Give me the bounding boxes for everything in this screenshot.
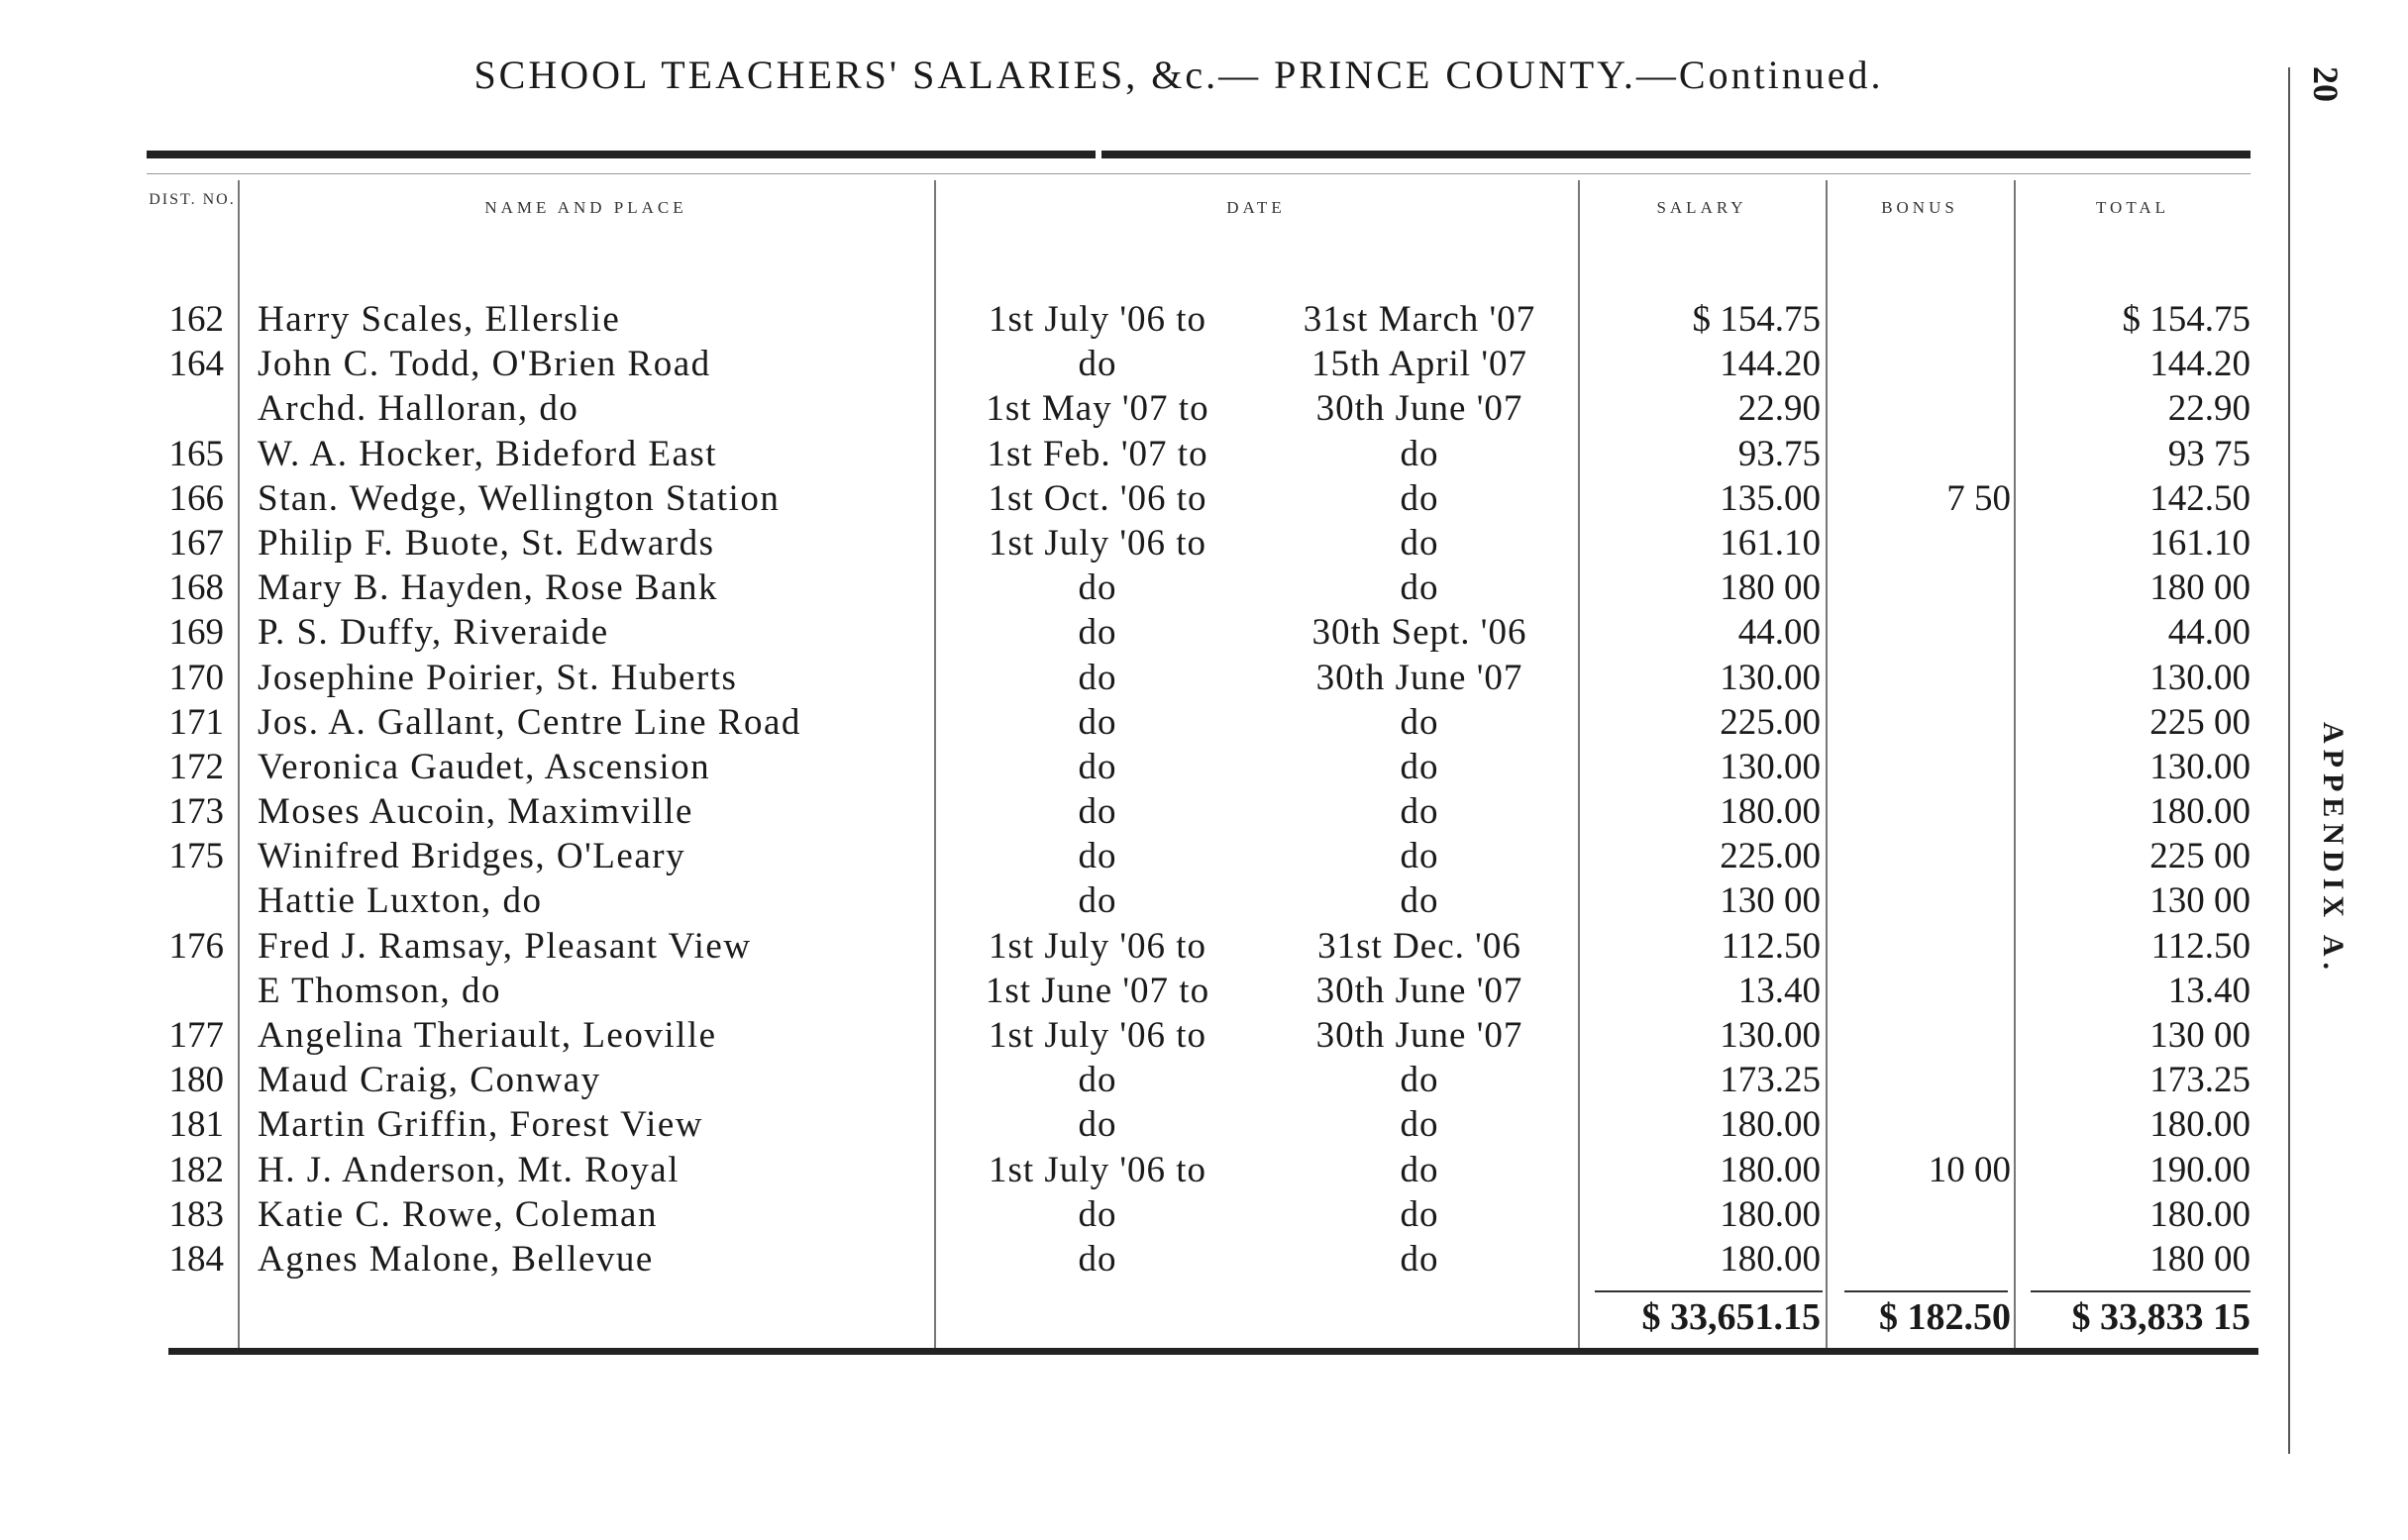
date-from-cell: do	[1078, 567, 1117, 609]
total-cell: 225 00	[2149, 701, 2251, 743]
table-row	[0, 1102, 2408, 1147]
salary-cell: 130 00	[1720, 880, 1821, 922]
header-total: TOTAL	[2095, 198, 2170, 217]
total-cell: 130 00	[2149, 880, 2251, 922]
salary-cell: 112.50	[1721, 925, 1821, 967]
name-place-cell: Josephine Poirier, St. Huberts	[258, 657, 738, 698]
total-cell: 130.00	[2149, 746, 2251, 787]
table-row	[0, 924, 2408, 969]
salary-total: $ 33,651.15	[1641, 1296, 1821, 1338]
header-salary: SALARY	[1656, 198, 1747, 217]
appendix-label: APPENDIX A.	[2317, 721, 2350, 975]
total-cell: 13.40	[2167, 970, 2251, 1011]
dist-no-cell: 182	[168, 1149, 224, 1190]
bonus-cell: 10 00	[1928, 1149, 2011, 1190]
date-from-cell: do	[1078, 836, 1117, 877]
name-place-cell: Archd. Halloran, do	[258, 388, 579, 430]
salary-cell: 44.00	[1737, 612, 1821, 654]
date-to-cell: do	[1400, 1104, 1439, 1146]
name-place-cell: Angelina Theriault, Leoville	[258, 1015, 717, 1056]
table-row	[0, 1192, 2408, 1237]
date-to-cell: do	[1400, 1060, 1439, 1101]
date-to-cell: do	[1400, 1193, 1439, 1235]
date-to-cell: do	[1400, 836, 1439, 877]
date-from-cell: do	[1078, 657, 1117, 698]
name-place-cell: Stan. Wedge, Wellington Station	[258, 477, 781, 519]
date-to-cell: 30th Sept. '06	[1311, 612, 1527, 654]
name-place-cell: Winifred Bridges, O'Leary	[258, 836, 686, 877]
total-cell: 173.25	[2149, 1060, 2251, 1101]
date-from-cell: do	[1078, 880, 1117, 922]
date-to-cell: do	[1400, 701, 1439, 743]
date-from-cell: do	[1078, 344, 1117, 385]
name-place-cell: Maud Craig, Conway	[258, 1060, 601, 1101]
date-to-cell: 30th June '07	[1315, 657, 1523, 698]
name-place-cell: E Thomson, do	[258, 970, 501, 1011]
date-from-cell: 1st July '06 to	[988, 299, 1207, 340]
name-place-cell: Agnes Malone, Bellevue	[258, 1238, 654, 1280]
total-cell: 190.00	[2149, 1149, 2251, 1190]
total-cell: 112.50	[2150, 925, 2251, 967]
date-to-cell: 30th June '07	[1315, 970, 1523, 1011]
dist-no-cell: 165	[168, 433, 224, 474]
date-from-cell: do	[1078, 701, 1117, 743]
date-from-cell: 1st July '06 to	[988, 522, 1207, 564]
total-cell: 93 75	[2167, 433, 2251, 474]
header-bonus: BONUS	[1881, 198, 1958, 217]
salary-cell: 130.00	[1720, 657, 1821, 698]
date-from-cell: 1st July '06 to	[988, 925, 1207, 967]
table-row	[0, 1013, 2408, 1058]
date-from-cell: do	[1078, 791, 1117, 833]
date-to-cell: do	[1400, 433, 1439, 474]
table-row	[0, 1058, 2408, 1102]
dist-no-cell: 162	[168, 299, 224, 340]
table-row	[0, 610, 2408, 655]
table-row	[0, 476, 2408, 521]
name-place-cell: W. A. Hocker, Bideford East	[258, 433, 718, 474]
name-place-cell: Moses Aucoin, Maximville	[258, 791, 693, 833]
table-row	[0, 521, 2408, 565]
table-row	[0, 342, 2408, 386]
dist-no-cell: 164	[168, 344, 224, 385]
dist-no-cell: 167	[168, 522, 224, 564]
table-row	[0, 432, 2408, 476]
name-place-cell: Martin Griffin, Forest View	[258, 1104, 704, 1146]
total-cell: 144.20	[2149, 344, 2251, 385]
salary-cell: 144.20	[1720, 344, 1821, 385]
salary-cell: 161.10	[1720, 522, 1821, 564]
dist-no-cell: 176	[168, 925, 224, 967]
date-from-cell: 1st May '07 to	[986, 388, 1209, 430]
name-place-cell: Veronica Gaudet, Ascension	[258, 746, 711, 787]
total-cell: $ 154.75	[2122, 299, 2251, 340]
dist-no-cell: 171	[168, 701, 224, 743]
salary-cell: 130.00	[1720, 1015, 1821, 1056]
dist-no-cell: 166	[168, 477, 224, 519]
total-cell: 180.00	[2149, 1193, 2251, 1235]
name-place-cell: John C. Todd, O'Brien Road	[258, 344, 711, 385]
bonus-total: $ 182.50	[1879, 1296, 2011, 1338]
salary-cell: 173.25	[1720, 1060, 1821, 1101]
date-from-cell: do	[1078, 746, 1117, 787]
date-to-cell: 31st Dec. '06	[1317, 925, 1521, 967]
date-to-cell: do	[1400, 1149, 1439, 1190]
date-from-cell: do	[1078, 612, 1117, 654]
table-row	[0, 969, 2408, 1013]
date-to-cell: do	[1400, 1238, 1439, 1280]
name-place-cell: Philip F. Buote, St. Edwards	[258, 522, 715, 564]
date-from-cell: 1st Feb. '07 to	[987, 433, 1208, 474]
dist-no-cell: 173	[168, 791, 224, 833]
dist-no-cell: 177	[168, 1015, 224, 1056]
dist-no-cell: 170	[168, 657, 224, 698]
name-place-cell: Jos. A. Gallant, Centre Line Road	[258, 701, 801, 743]
dist-no-cell: 169	[168, 612, 224, 654]
salary-cell: 130.00	[1720, 746, 1821, 787]
name-place-cell: Fred J. Ramsay, Pleasant View	[258, 925, 752, 967]
total-cell: 22.90	[2167, 388, 2251, 430]
total-cell: 180 00	[2149, 567, 2251, 609]
table-row	[0, 297, 2408, 342]
salary-cell: 180.00	[1720, 791, 1821, 833]
date-from-cell: 1st July '06 to	[988, 1149, 1207, 1190]
salary-table-body	[0, 297, 2408, 1282]
table-row	[0, 700, 2408, 745]
date-from-cell: 1st July '06 to	[988, 1015, 1207, 1056]
date-to-cell: 31st March '07	[1303, 299, 1536, 340]
salary-cell: 225.00	[1720, 836, 1821, 877]
page-title: SCHOOL TEACHERS' SALARIES, &c.— PRINCE COUNTY.—Continued.	[473, 52, 1884, 97]
table-row	[0, 565, 2408, 610]
page-number: 20	[2306, 66, 2346, 102]
salary-cell: 93.75	[1737, 433, 1821, 474]
dist-no-cell: 175	[168, 836, 224, 877]
name-place-cell: P. S. Duffy, Riveraide	[258, 612, 609, 654]
dist-no-cell: 180	[168, 1060, 224, 1101]
table-row	[0, 1148, 2408, 1192]
total-cell: 180.00	[2149, 791, 2251, 833]
date-from-cell: do	[1078, 1104, 1117, 1146]
date-from-cell: 1st Oct. '06 to	[988, 477, 1207, 519]
name-place-cell: Harry Scales, Ellerslie	[258, 299, 621, 340]
name-place-cell: Hattie Luxton, do	[258, 880, 543, 922]
total-cell: 142.50	[2149, 477, 2251, 519]
total-cell: 161.10	[2149, 522, 2251, 564]
dist-no-cell: 181	[168, 1104, 224, 1146]
dist-no-cell: 172	[168, 746, 224, 787]
top-rule-left	[147, 151, 1096, 158]
total-cell: 180.00	[2149, 1104, 2251, 1146]
top-rule-right	[1101, 151, 2251, 158]
header-date: DATE	[1226, 198, 1286, 217]
table-row	[0, 386, 2408, 431]
dist-no-cell: 168	[168, 567, 224, 609]
date-from-cell: do	[1078, 1238, 1117, 1280]
table-row	[0, 745, 2408, 789]
bonus-cell: 7 50	[1946, 477, 2011, 519]
name-place-cell: H. J. Anderson, Mt. Royal	[258, 1149, 680, 1190]
salary-cell: 180.00	[1720, 1104, 1821, 1146]
table-row	[0, 834, 2408, 878]
table-row	[0, 878, 2408, 923]
date-to-cell: 30th June '07	[1315, 388, 1523, 430]
total-cell: 44.00	[2167, 612, 2251, 654]
salary-cell: $ 154.75	[1692, 299, 1821, 340]
salary-cell: 180 00	[1720, 567, 1821, 609]
header-name-place: NAME AND PLACE	[484, 198, 687, 217]
total-cell: 130.00	[2149, 657, 2251, 698]
total-cell: 130 00	[2149, 1015, 2251, 1056]
total-cell: 180 00	[2149, 1238, 2251, 1280]
date-from-cell: 1st June '07 to	[985, 970, 1210, 1011]
dist-no-cell: 183	[168, 1193, 224, 1235]
header-dist-no: DIST. NO.	[149, 191, 236, 208]
table-row	[0, 789, 2408, 834]
date-to-cell: do	[1400, 746, 1439, 787]
salary-cell: 180.00	[1720, 1193, 1821, 1235]
name-place-cell: Katie C. Rowe, Coleman	[258, 1193, 658, 1235]
salary-cell: 180.00	[1720, 1238, 1821, 1280]
header-rule	[147, 173, 2251, 174]
date-to-cell: do	[1400, 880, 1439, 922]
salary-cell: 225.00	[1720, 701, 1821, 743]
date-to-cell: 30th June '07	[1315, 1015, 1523, 1056]
date-to-cell: 15th April '07	[1310, 344, 1527, 385]
date-to-cell: do	[1400, 567, 1439, 609]
salary-cell: 22.90	[1737, 388, 1821, 430]
total-cell: 225 00	[2149, 836, 2251, 877]
bottom-rule	[168, 1348, 2258, 1355]
salary-cell: 135.00	[1720, 477, 1821, 519]
date-to-cell: do	[1400, 522, 1439, 564]
salary-cell: 180.00	[1720, 1149, 1821, 1190]
date-to-cell: do	[1400, 791, 1439, 833]
date-from-cell: do	[1078, 1060, 1117, 1101]
table-row	[0, 1237, 2408, 1282]
date-to-cell: do	[1400, 477, 1439, 519]
name-place-cell: Mary B. Hayden, Rose Bank	[258, 567, 718, 609]
grand-total: $ 33,833 15	[2071, 1296, 2251, 1338]
salary-cell: 13.40	[1737, 970, 1821, 1011]
table-row	[0, 656, 2408, 700]
date-from-cell: do	[1078, 1193, 1117, 1235]
dist-no-cell: 184	[168, 1238, 224, 1280]
